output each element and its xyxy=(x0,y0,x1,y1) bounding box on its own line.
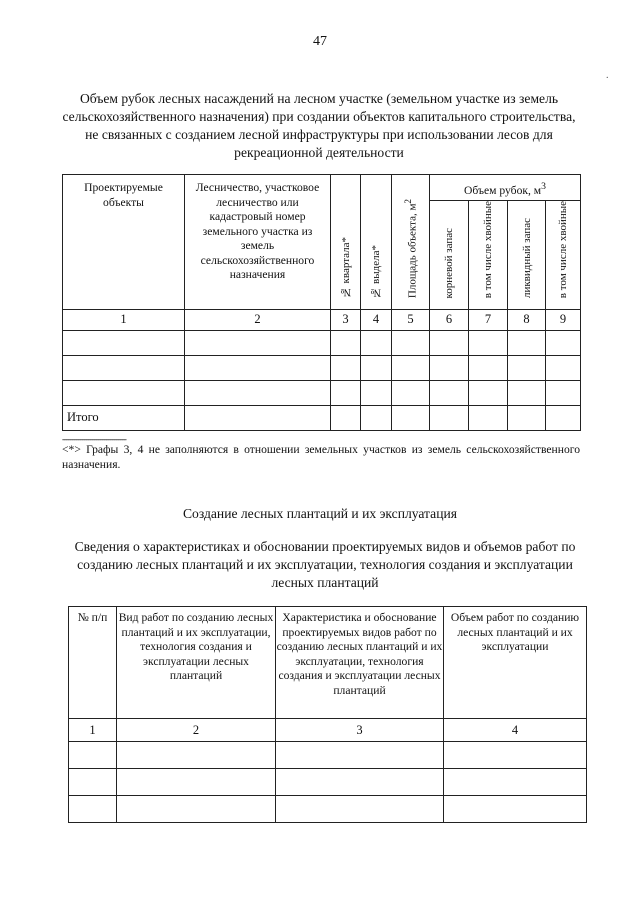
timber-volume-table xyxy=(62,174,581,431)
header-work-kind: Вид работ по созданию лесных плантаций и их эксплуатации, технология создания и эксплуатации лесных плантаций xyxy=(117,607,276,719)
column-number: 8 xyxy=(508,309,546,330)
table-row xyxy=(69,769,587,796)
column-number: 3 xyxy=(331,309,361,330)
table1-title: Объем рубок лесных насаждений на лесном участке (земельном участке из земель сельскохозяйственного назначения) при создании объектов капитального строительства, не связанных с созданием лесной инфраструктуры при использовании лесов для рекреационной деятельности xyxy=(62,91,576,160)
section-title: Создание лесных плантаций и их эксплуатация xyxy=(182,506,458,521)
header-characteristics: Характеристика и обоснование проектируемых видов работ по созданию лесных плантаций и их эксплуатации, технология создания и эксплуатации лесных плантаций xyxy=(276,607,444,719)
plantation-works-table xyxy=(68,606,587,823)
column-number: 2 xyxy=(185,309,331,330)
table-row xyxy=(63,380,581,405)
column-number: 9 xyxy=(546,309,581,330)
header-forestry: Лесничество, участковое лесничество или кадастровый номер земельного участка из земель сельскохозяйственного назначения xyxy=(185,175,331,310)
column-number: 6 xyxy=(430,309,469,330)
header-quarter: № квартала* xyxy=(331,175,361,310)
column-numbers-row xyxy=(63,309,581,330)
table-row xyxy=(69,742,587,769)
footnote-separator: -------------------------------- xyxy=(62,434,126,444)
footnote-text: <*> Графы 3, 4 не заполняются в отношении земельных участков из земель сельскохозяйственного назначения. xyxy=(62,443,580,471)
header-liquid-stock: ликвидный запас xyxy=(508,201,546,310)
column-number: 7 xyxy=(469,309,508,330)
column-number: 2 xyxy=(117,719,276,742)
total-row xyxy=(63,405,581,430)
page-number: 47 xyxy=(313,34,327,49)
header-work-volume: Объем работ по созданию лесных плантаций и их эксплуатации xyxy=(444,607,587,719)
header-number: № п/п xyxy=(69,607,117,719)
column-number: 4 xyxy=(444,719,587,742)
header-incl-coniferous-2: в том числе хвойные xyxy=(546,201,581,310)
header-root-stock: корневой запас xyxy=(430,201,469,310)
table-row xyxy=(63,330,581,355)
column-numbers-row xyxy=(69,719,587,742)
column-number: 1 xyxy=(69,719,117,742)
header-area: Площадь объекта, $м^2$ xyxy=(392,175,430,310)
table-row xyxy=(69,796,587,823)
column-number: 4 xyxy=(361,309,392,330)
total-label: Итого xyxy=(63,405,185,430)
header-allotment: № выдела* xyxy=(361,175,392,310)
table-row xyxy=(63,355,581,380)
header-objects: Проектируемые объекты xyxy=(63,175,185,310)
column-number: 5 xyxy=(392,309,430,330)
table2-title: Сведения о характеристиках и обосновании проектируемых видов и объемов работ по созданию лесных плантаций и их эксплуатации, технология создания и эксплуатации лесных плантаций xyxy=(74,539,576,590)
column-number: 1 xyxy=(63,309,185,330)
column-number: 3 xyxy=(276,719,444,742)
header-incl-coniferous-1: в том числе хвойные xyxy=(469,201,508,310)
scan-speck: . xyxy=(606,70,609,81)
header-volume: Объем рубок, $м^3$ xyxy=(430,175,581,201)
